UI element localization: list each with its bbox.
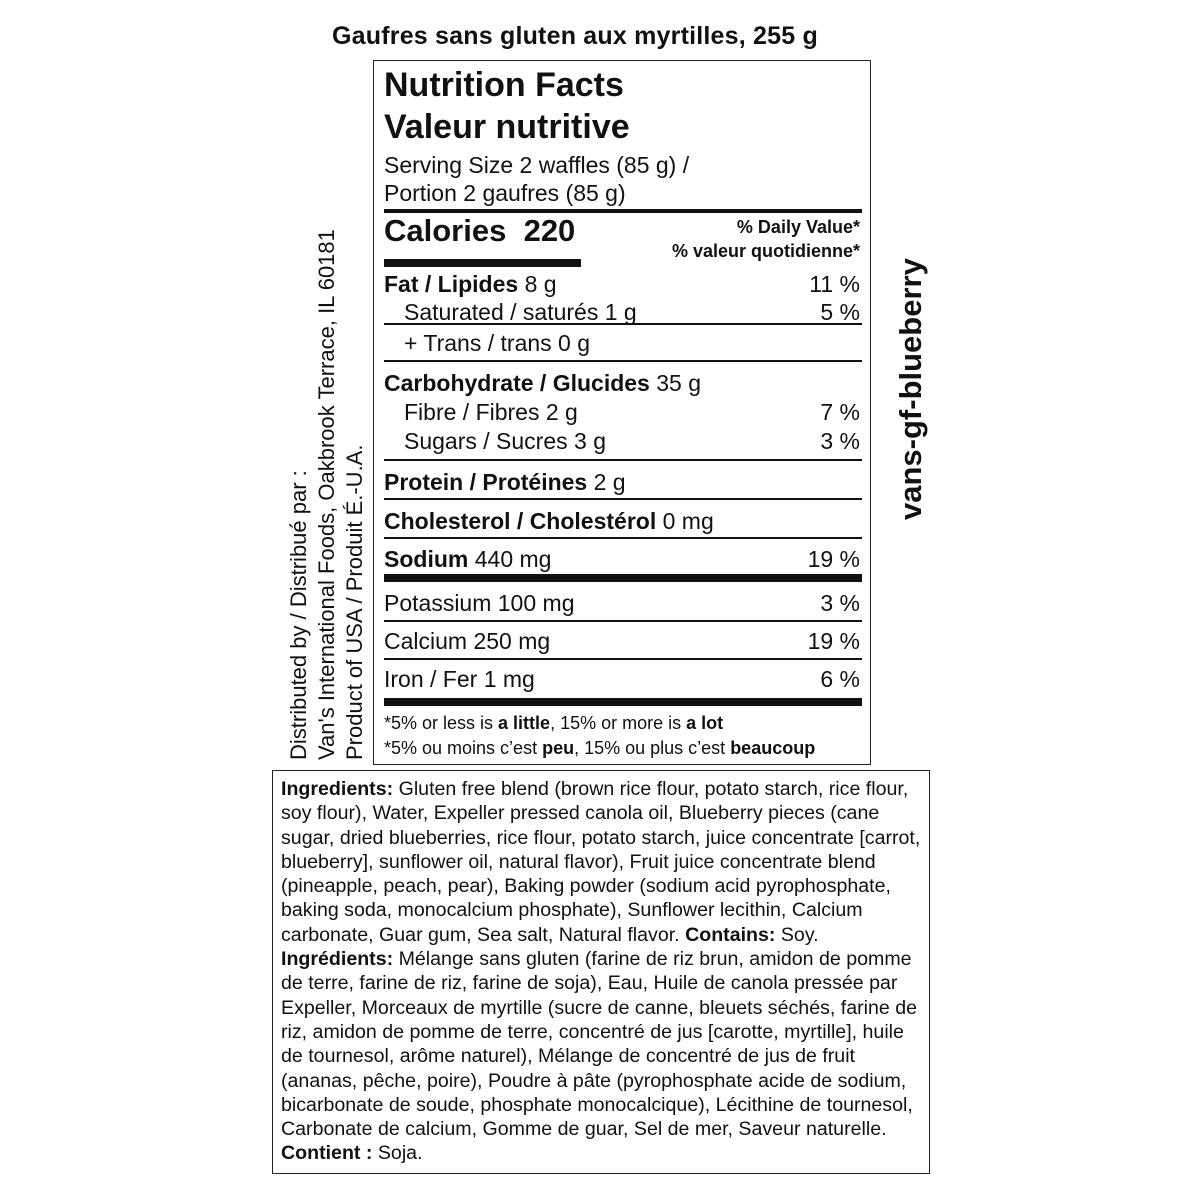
contains-text-en: Soy. [775,923,819,946]
nutrient-amount: 250 mg [473,628,551,654]
nutrient-amount: 3 g [574,428,607,454]
divider [384,459,862,461]
ingredients-label-fr: Ingrédients: [281,948,394,971]
nutrient-dv: 6 % [820,666,860,692]
nutrient-calcium [384,627,862,655]
divider [384,537,862,539]
footnote-en [384,711,723,735]
ingredients-label-en: Ingredients: [281,778,394,800]
product-code: vans-gf-blueberry [893,258,928,520]
distributor-line: Distributed by / Distribué par : [286,470,311,760]
divider [384,498,862,500]
footnote-text: , 15% or more is [550,713,687,733]
contains-label-fr: Contient : [281,1142,373,1165]
ingredients-box [272,770,930,1174]
nutrient-label: Potassium [384,590,492,616]
nutrient-amount: 1 mg [483,666,535,692]
daily-value-header [672,215,860,263]
nutrient-label: Sodium [384,546,469,572]
nutrient-fat [384,270,862,298]
nutrient-label: Fibre / Fibres [404,399,540,425]
nutrient-sugars [404,427,862,455]
calories-underline [384,259,581,267]
distributor-address: Van's International Foods, Oakbrook Terrace, IL 60181 [314,229,339,760]
contains-label-en: Contains: [685,923,776,946]
footnote-text: *5% or less is [384,713,499,733]
nutrient-amount: 0 g [558,330,591,356]
nutrient-label: Sugars / Sucres [404,428,568,454]
footnote-emphasis: a little [498,713,551,733]
product-title: Gaufres sans gluten aux myrtilles, 255 g [332,22,818,50]
nutrient-label: Fat / Lipides [384,271,519,297]
nutrient-potassium [384,589,862,617]
nutrient-amount: 8 g [524,271,557,297]
nutrient-label: Protein / Protéines [384,469,588,495]
nutrient-label: Carbohydrate / Glucides [384,370,650,396]
nutrition-title-fr: Valeur nutritive [384,108,630,146]
nutrient-amount: 0 mg [662,508,714,534]
nutrient-amount: 2 g [593,469,626,495]
divider [384,698,862,706]
serving-size-en: Serving Size 2 waffles (85 g) / [384,152,690,178]
footnote-emphasis: peu [542,738,575,758]
serving-size [384,151,689,207]
footnote-emphasis: a lot [686,713,724,733]
nutrient-dv: 7 % [820,399,860,425]
footnote-fr [384,736,815,760]
nutrient-dv: 5 % [820,299,860,325]
nutrition-facts-panel [373,60,871,765]
ingredients-text-en: Gluten free blend (brown rice flour, potato starch, rice flour, soy flour), Water, Expeller pressed canola oil, Blueberry pieces (cane sugar, dried blueberries, rice flour, potato starch, juice concentrate [carrot, blueberry], sunflower oil, natural flavor), Fruit juice concentrate blend (pineapple, peach, pear), Baking powder (sodium acid pyrophosphate, baking soda, monocalcium phosphate), Sunflower lecithin, Calcium carbonate, Guar gum, Sea salt, Natural flavor. [281,778,921,946]
contains-text-fr: Soja. [372,1142,423,1165]
nutrient-cholesterol [384,507,862,535]
nutrient-dv: 19 % [807,628,860,654]
nutrient-label: Cholesterol / Cholestérol [384,508,657,534]
nutrient-sodium [384,545,862,573]
ingredients-text-fr: Mélange sans gluten (farine de riz brun, amidon de pomme de terre, farine de riz, farine de soja), Eau, Huile de canola pressée par Expeller, Morceaux de myrtille (sucre de canne, bleuets séchés, farine de riz, amidon de pomme de terre, concentré de jus [carotte, myrtille], huile de tournesol, arôme naturel), Mélange de concentré de jus de fruit (ananas, pêche, poire), Poudre à pâte (pyrophosphate acide de sodium, bicarbonate de soude, phosphate monocalcique), Lécithine de tournesol, Carbonate de calcium, Gomme de guar, Sel de mer, Saveur naturelle. [281,948,918,1141]
divider [384,658,862,660]
nutrient-label: Calcium [384,628,468,654]
nutrient-label: Iron / Fer [384,666,478,692]
nutrient-amount: 440 mg [474,546,552,572]
nutrient-saturated [404,298,862,326]
footnote-text: , 15% ou plus c’est [574,738,731,758]
footnote-text: *5% ou moins c’est [384,738,543,758]
nutrient-dv: 11 % [809,271,860,297]
nutrient-amount: 2 g [545,399,578,425]
nutrient-amount: 35 g [656,370,702,396]
footnote-emphasis: beaucoup [730,738,816,758]
nutrient-iron [384,665,862,693]
nutrient-protein [384,468,862,496]
divider [384,620,862,622]
distributor-info [285,200,370,760]
divider [384,574,862,582]
nutrient-fibre [404,398,862,426]
nutrient-label: + Trans / trans [404,330,552,356]
calories-line [384,213,575,249]
serving-size-fr: Portion 2 gaufres (85 g) [384,180,626,206]
nutrient-trans [404,329,862,357]
calories-label: Calories [384,213,507,248]
daily-value-en: % Daily Value* [736,217,860,237]
nutrient-label: Saturated / saturés [404,299,599,325]
calories-value: 220 [523,213,576,248]
product-origin: Product of USA / Produit É.-U.A. [342,444,367,760]
daily-value-fr: % valeur quotidienne* [671,241,860,261]
divider [384,360,862,362]
nutrient-carbohydrate [384,369,862,397]
nutrient-dv: 3 % [820,590,860,616]
nutrient-amount: 100 mg [497,590,575,616]
nutrient-amount: 1 g [604,299,637,325]
nutrient-dv: 19 % [807,546,860,572]
nutrient-dv: 3 % [820,428,860,454]
nutrition-title-en: Nutrition Facts [384,66,624,104]
